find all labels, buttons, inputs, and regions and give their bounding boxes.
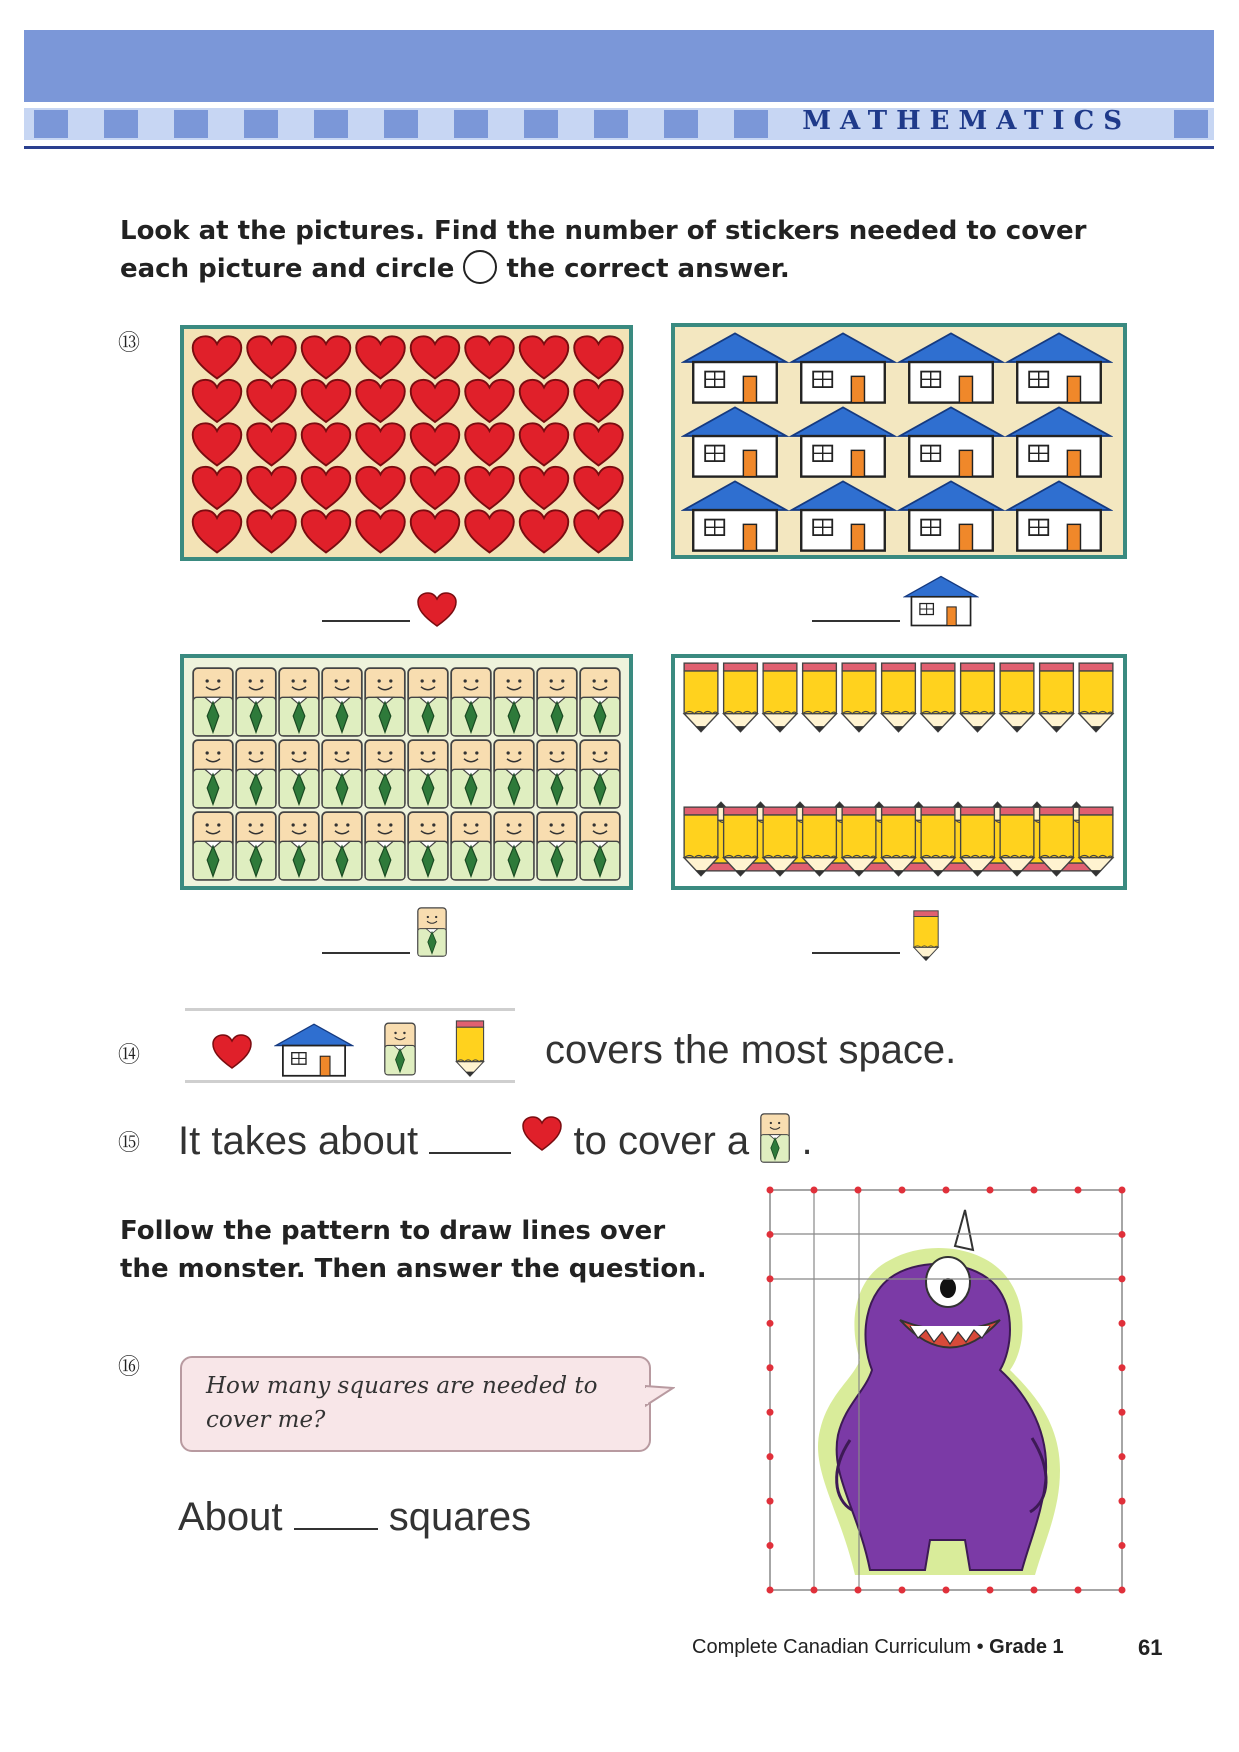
q14-top-rule xyxy=(185,1008,515,1011)
house-icon xyxy=(903,574,979,628)
header-rule xyxy=(24,146,1214,149)
option-person-sticker-icon[interactable] xyxy=(384,1022,416,1076)
answer-blank-pencils[interactable] xyxy=(812,952,900,954)
person-sticker xyxy=(451,668,491,736)
person-sticker xyxy=(236,668,276,736)
grid-dot[interactable] xyxy=(943,1587,950,1594)
grid-dot[interactable] xyxy=(767,1409,774,1416)
grid-dot[interactable] xyxy=(767,1453,774,1460)
grid-dot[interactable] xyxy=(1119,1498,1126,1505)
bubble-line-1: How many squares are needed to xyxy=(206,1373,598,1399)
person-sticker xyxy=(322,668,362,736)
person-sticker xyxy=(322,812,362,880)
circle-icon xyxy=(463,250,497,284)
person-sticker xyxy=(365,668,405,736)
person-sticker xyxy=(193,668,233,736)
person-sticker xyxy=(365,812,405,880)
grid-dot[interactable] xyxy=(767,1320,774,1327)
grid-dot[interactable] xyxy=(767,1498,774,1505)
grid-dot[interactable] xyxy=(1119,1320,1126,1327)
monster-illustration xyxy=(818,1210,1060,1575)
option-heart-icon[interactable] xyxy=(212,1034,252,1070)
instruction-text-b: the correct answer. xyxy=(506,254,790,284)
footer-grade: Grade 1 xyxy=(989,1636,1064,1658)
question-15-number: ⑮ xyxy=(118,1131,141,1156)
person-sticker xyxy=(408,740,448,808)
bubble-tail xyxy=(645,1384,675,1408)
footer-book-title: Complete Canadian Curriculum xyxy=(692,1636,972,1658)
q15-text-a: It takes about xyxy=(178,1119,419,1163)
subject-title: MATHEMATICS xyxy=(802,106,1131,136)
person-sticker xyxy=(537,812,577,880)
q15-text-c: . xyxy=(801,1119,813,1163)
grid-dot[interactable] xyxy=(811,1187,818,1194)
person-sticker xyxy=(580,812,620,880)
houses-panel xyxy=(671,323,1127,559)
person-sticker xyxy=(408,668,448,736)
option-house-icon[interactable] xyxy=(274,1022,354,1078)
grid-dot[interactable] xyxy=(987,1587,994,1594)
option-pencil-icon[interactable] xyxy=(454,1020,486,1078)
grid-dot[interactable] xyxy=(767,1187,774,1194)
grid-dot[interactable] xyxy=(1119,1231,1126,1238)
person-sticker-icon xyxy=(417,906,447,958)
person-sticker xyxy=(494,668,534,736)
page-number: 61 xyxy=(1138,1635,1163,1660)
q14-bottom-rule xyxy=(185,1080,515,1083)
pencils-panel xyxy=(671,654,1127,890)
grid-dot[interactable] xyxy=(1119,1187,1126,1194)
q16-text-a: About xyxy=(178,1495,283,1539)
person-sticker xyxy=(494,740,534,808)
grid-dot[interactable] xyxy=(987,1187,994,1194)
speech-bubble xyxy=(180,1356,651,1452)
header-band xyxy=(24,30,1214,102)
person-sticker xyxy=(537,668,577,736)
grid-dot[interactable] xyxy=(899,1187,906,1194)
grid-dot[interactable] xyxy=(1119,1275,1126,1282)
instructions xyxy=(120,212,1086,288)
grid-dot[interactable] xyxy=(1119,1453,1126,1460)
grid-dot[interactable] xyxy=(1075,1187,1082,1194)
grid-dot[interactable] xyxy=(943,1187,950,1194)
q15-text-b: to cover a xyxy=(573,1119,750,1163)
grid-dot[interactable] xyxy=(1119,1409,1126,1416)
person-sticker xyxy=(279,812,319,880)
person-sticker xyxy=(193,740,233,808)
pattern-instructions xyxy=(120,1212,707,1288)
answer-blank-stickers[interactable] xyxy=(322,952,410,954)
heart-icon xyxy=(522,1116,562,1152)
instruction-line-2 xyxy=(120,250,1086,288)
hearts-panel xyxy=(180,325,633,561)
q16-text-b: squares xyxy=(388,1495,532,1539)
person-sticker xyxy=(236,740,276,808)
grid-dot[interactable] xyxy=(767,1231,774,1238)
pencil-icon xyxy=(912,910,940,962)
grid-dot[interactable] xyxy=(899,1587,906,1594)
answer-blank-houses[interactable] xyxy=(812,620,900,622)
grid-dot[interactable] xyxy=(1031,1187,1038,1194)
person-sticker-icon xyxy=(760,1112,790,1164)
grid-dot[interactable] xyxy=(767,1542,774,1549)
person-sticker xyxy=(580,668,620,736)
grid-dot[interactable] xyxy=(767,1275,774,1282)
grid-dot[interactable] xyxy=(767,1587,774,1594)
grid-dot[interactable] xyxy=(811,1587,818,1594)
grid-dot[interactable] xyxy=(855,1187,862,1194)
footer-bullet: • xyxy=(976,1636,984,1658)
person-sticker xyxy=(322,740,362,808)
person-sticker xyxy=(236,812,276,880)
person-sticker xyxy=(279,668,319,736)
person-sticker xyxy=(537,740,577,808)
q16-answer xyxy=(178,1495,531,1540)
question-16-number: ⑯ xyxy=(118,1355,141,1380)
person-sticker xyxy=(580,740,620,808)
bubble-line-2: cover me? xyxy=(206,1407,326,1433)
person-sticker xyxy=(408,812,448,880)
heart-icon xyxy=(417,592,457,628)
instruction-line-1: Look at the pictures. Find the number of stickers needed to cover xyxy=(120,216,1087,246)
grid-dot[interactable] xyxy=(1075,1587,1082,1594)
footer-book xyxy=(692,1636,1064,1659)
grid-dot[interactable] xyxy=(1119,1364,1126,1371)
instruction-text-a: each picture and circle xyxy=(120,254,455,284)
q14-text: covers the most space. xyxy=(545,1028,957,1072)
person-sticker xyxy=(193,812,233,880)
pattern-line-1: Follow the pattern to draw lines over xyxy=(120,1216,666,1246)
grid-dot[interactable] xyxy=(1119,1542,1126,1549)
answer-blank-hearts[interactable] xyxy=(322,620,410,622)
grid-dot[interactable] xyxy=(855,1587,862,1594)
question-14-number: ⑭ xyxy=(118,1043,141,1068)
person-sticker xyxy=(451,740,491,808)
q15-answer-blank[interactable] xyxy=(429,1152,511,1154)
person-sticker xyxy=(279,740,319,808)
q15-sentence xyxy=(178,1112,813,1164)
stickers-panel xyxy=(180,654,633,890)
grid-dot[interactable] xyxy=(1031,1587,1038,1594)
grid-dot[interactable] xyxy=(1119,1587,1126,1594)
pattern-line-2: the monster. Then answer the question. xyxy=(120,1254,707,1284)
grid-dot[interactable] xyxy=(767,1364,774,1371)
person-sticker xyxy=(365,740,405,808)
q16-answer-blank[interactable] xyxy=(294,1528,378,1530)
person-sticker xyxy=(451,812,491,880)
monster-grid xyxy=(760,1180,1132,1600)
person-sticker xyxy=(494,812,534,880)
question-13-number: ⑬ xyxy=(118,331,141,356)
